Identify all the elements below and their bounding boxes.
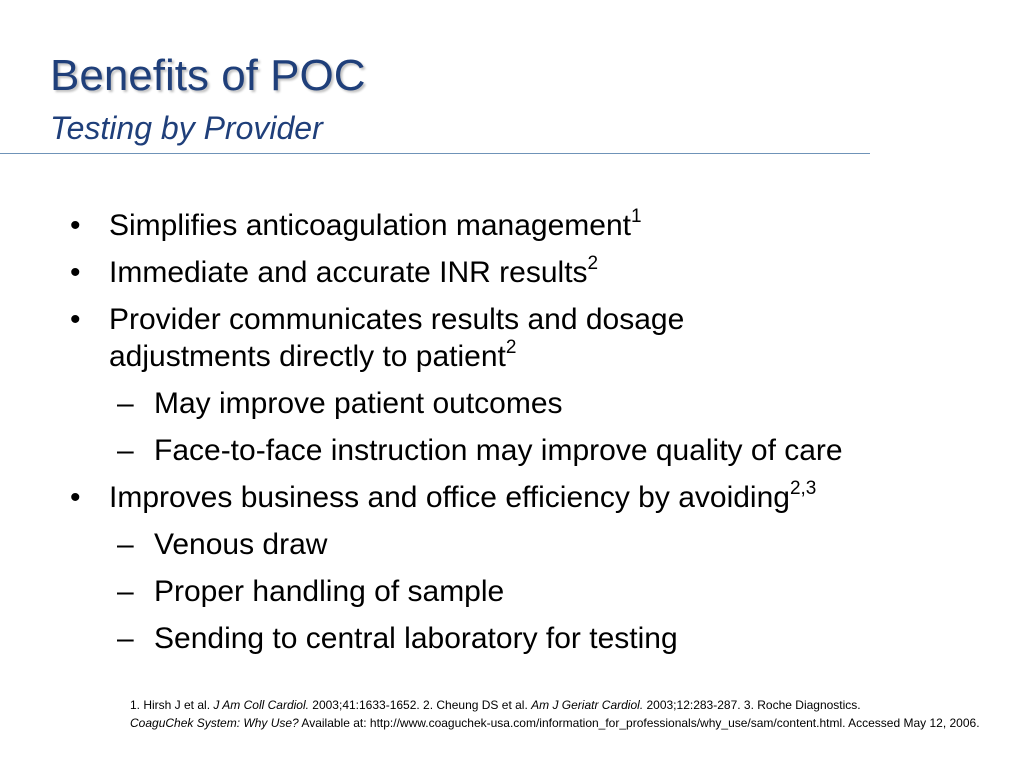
slide-subtitle: Testing by Provider: [50, 110, 323, 146]
dash-marker: –: [117, 434, 134, 467]
sub-bullet-text: Venous draw: [154, 528, 328, 561]
citation-superscript: 2: [505, 337, 517, 358]
slide-title: Benefits of POC: [50, 51, 366, 100]
sub-bullet-item: [0, 432, 1010, 469]
title-divider: [0, 153, 870, 154]
bullet-marker: •: [70, 303, 81, 336]
bullet-item: [0, 479, 1010, 516]
sub-bullet-item: [0, 526, 1010, 563]
citation-superscript: 2: [587, 253, 599, 274]
bullet-marker: •: [70, 209, 81, 242]
bullet-text: Immediate and accurate INR results: [109, 256, 588, 289]
bullet-item: [0, 301, 809, 375]
bullet-text: Simplifies anticoagulation management: [109, 209, 631, 242]
citation-superscript: 2,3: [789, 478, 817, 499]
reference-text: Available at: http://www.coaguchek-usa.com/information_for_professionals/why_use/sam/content.html. Accessed May 12, 2006.: [298, 716, 980, 730]
sub-bullet-text: Proper handling of sample: [154, 575, 505, 608]
bullet-marker: •: [70, 481, 81, 514]
bullet-item: [0, 207, 1010, 244]
reference-text: 2003;41:1633-1652. 2. Cheung DS et al.: [308, 698, 532, 712]
citation-superscript: 1: [630, 206, 642, 227]
bullet-text: Improves business and office efficiency by avoiding: [109, 481, 790, 514]
reference-text: 2003;12:283-287. 3. Roche Diagnostics.: [643, 698, 861, 712]
dash-marker: –: [117, 575, 134, 608]
bullet-text: Provider communicates results and dosage adjustments directly to patient: [109, 303, 685, 373]
bullet-list: [0, 207, 1010, 667]
reference-journal: J Am Coll Cardiol.: [213, 698, 309, 712]
reference-journal: Am J Geriatr Cardiol.: [531, 698, 644, 712]
bullet-marker: •: [70, 256, 81, 289]
sub-bullet-item: [0, 620, 1010, 657]
reference-text: 1. Hirsh J et al.: [130, 698, 214, 712]
reference-title: CoaguChek System: Why Use?: [130, 716, 299, 730]
sub-bullet-text: Face-to-face instruction may improve quality of care: [154, 434, 843, 467]
dash-marker: –: [117, 387, 134, 420]
sub-bullet-item: [0, 573, 1010, 610]
dash-marker: –: [117, 622, 134, 655]
sub-bullet-item: [0, 385, 1010, 422]
bullet-item: [0, 254, 1010, 291]
references-footnote: [130, 696, 1010, 732]
sub-bullet-text: May improve patient outcomes: [154, 387, 563, 420]
dash-marker: –: [117, 528, 134, 561]
sub-bullet-text: Sending to central laboratory for testing: [154, 622, 678, 655]
